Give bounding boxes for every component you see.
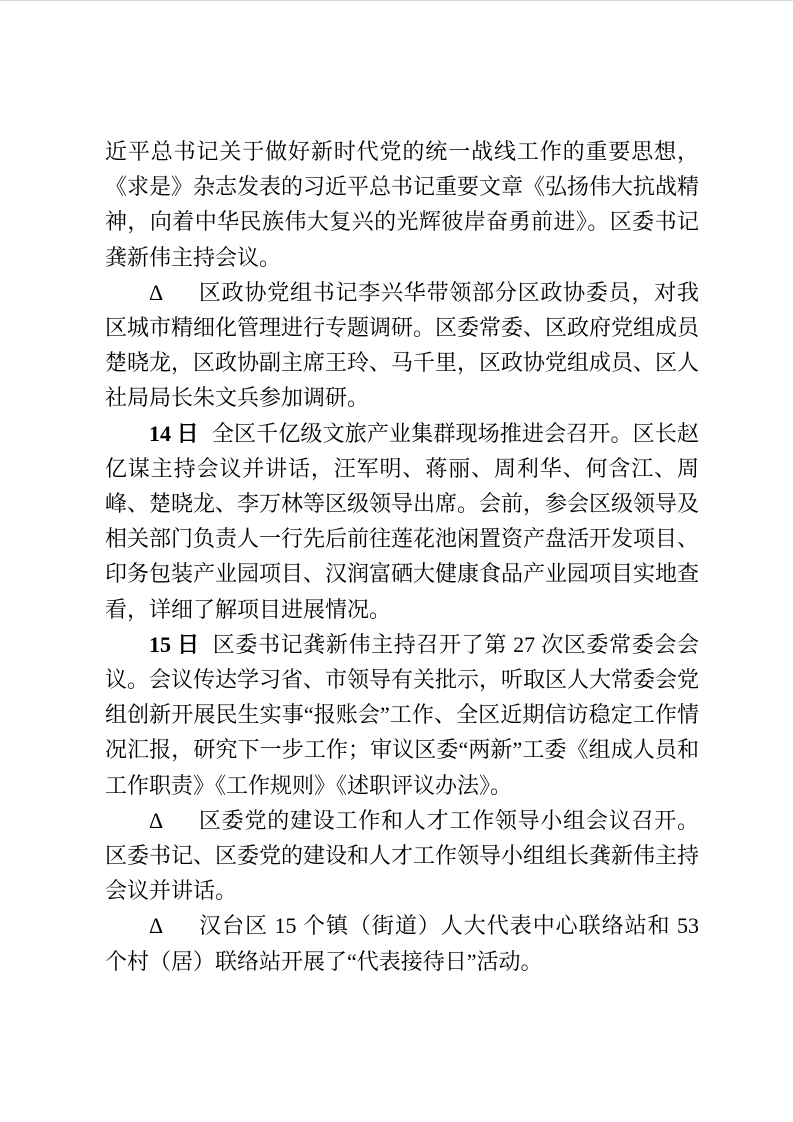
paragraph-dated-14 [105, 416, 699, 627]
triangle-marker: Δ [149, 279, 164, 305]
paragraph-dated-15 [105, 627, 699, 803]
paragraph-item-3 [105, 908, 699, 978]
paragraph-text: 区委党的建设工作和人才工作领导小组会议召开。区委书记、区委党的建设和人才工作领导小组组长龚新伟主持会议并讲话。 [105, 807, 700, 904]
document-body [105, 134, 699, 979]
paragraph-item-1 [105, 275, 699, 416]
paragraph-text: 近平总书记关于做好新时代党的统一战线工作的重要思想，《求是》杂志发表的习近平总书记重要文章《弘扬伟大抗战精神，向着中华民族伟大复兴的光辉彼岸奋勇前进》。区委书记龚新伟主持会议。 [105, 139, 700, 270]
page-top-edge [0, 0, 793, 1]
paragraph-item-2 [105, 803, 699, 909]
triangle-marker: Δ [149, 807, 164, 833]
paragraph-text: 区委书记龚新伟主持召开了第 27 次区委常委会会议。会议传达学习省、市领导有关批示，听取区人大常委会党组创新开展民生实事“报账会”工作、全区近期信访稳定工作情况汇报，研究下一步工作；审议区委“两新”工委《组成人员和工作职责》《工作规则》《述职评议办法》。 [105, 631, 700, 798]
paragraph-text: 汉台区 15 个镇（街道）人大代表中心联络站和 53 个村（居）联络站开展了“代表接待日”活动。 [105, 913, 699, 974]
paragraph-text: 全区千亿级文旅产业集群现场推进会召开。区长赵亿谋主持会议并讲话，汪军明、蒋丽、周利华、何含江、周峰、楚晓龙、李万林等区级领导出席。会前，参会区级领导及相关部门负责人一行先后前往莲花池闲置资产盘活开发项目、印务包装产业园项目、汉润富硒大健康食品产业园项目实地查看，详细了解项目进展情况。 [105, 420, 700, 622]
paragraph-continuation [105, 134, 699, 275]
date-label: 15 日 [149, 631, 200, 657]
date-label: 14 日 [149, 420, 199, 446]
triangle-marker: Δ [149, 913, 164, 939]
paragraph-text: 区政协党组书记李兴华带领部分区政协委员，对我区城市精细化管理进行专题调研。区委常委、区政府党组成员楚晓龙，区政协副主席王玲、马千里，区政协党组成员、区人社局局长朱文兵参加调研。 [105, 279, 700, 411]
